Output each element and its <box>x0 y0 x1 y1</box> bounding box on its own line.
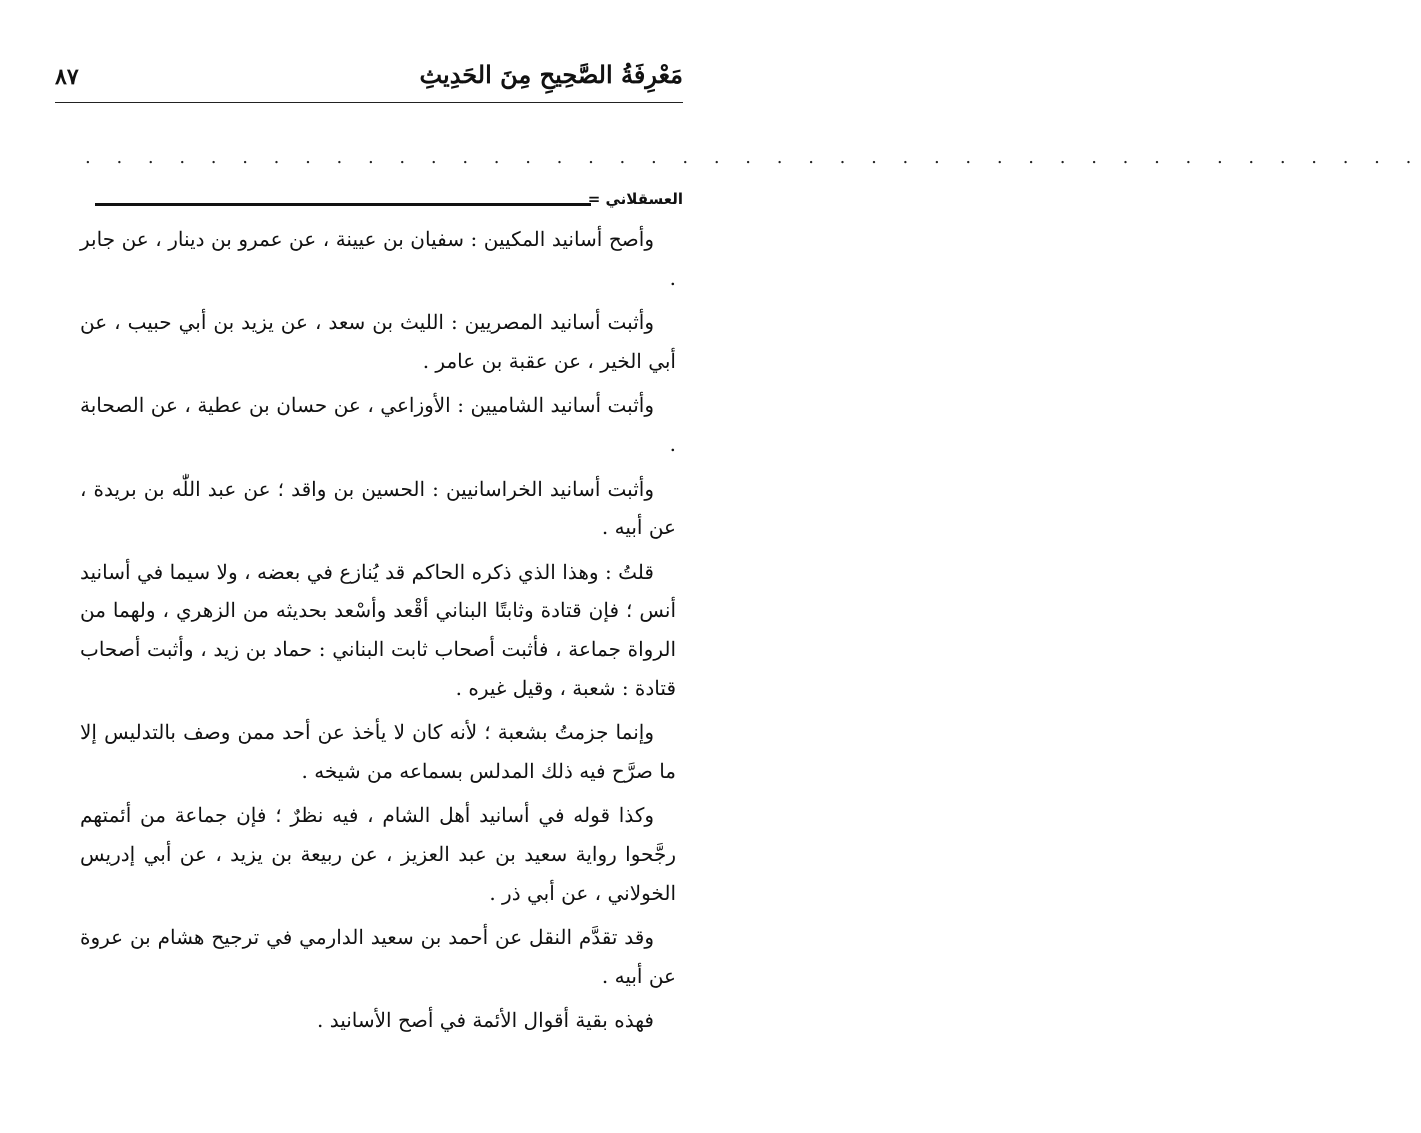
paragraph: فهذه بقية أقوال الأئمة في أصح الأسانيد . <box>316 1008 654 1033</box>
paragraph: وأثبت أسانيد الشاميين : الأوزاعي ، عن حسان بن عطية ، عن الصحابة . <box>80 393 676 456</box>
section-label: العسقلاني = <box>587 190 683 208</box>
running-title: مَعْرِفَةُ الصَّحِيحِ مِنَ الحَدِيثِ <box>419 60 683 89</box>
paragraph: وأثبت أسانيد المصريين : الليث بن سعد ، عن يزيد بن أبي حبيب ، عن أبي الخير ، عن عقبة بن عامر . <box>80 310 676 373</box>
page-number: ٨٧ <box>55 64 79 90</box>
section-rule <box>95 203 591 206</box>
body-text <box>80 220 676 1046</box>
dotted-separator: . . . . . . . . . . . . . . . . . . . . . . . . . . . . . . . . . . . . . . . . . . . <box>85 147 1421 168</box>
paragraph: وقد تقدَّم النقل عن أحمد بن سعيد الدارمي في ترجيح هشام بن عروة عن أبيه . <box>80 925 676 988</box>
paragraph: وأثبت أسانيد الخراسانيين : الحسين بن واقد ؛ عن عبد اللّٰه بن بريدة ، عن أبيه . <box>80 476 676 540</box>
paragraph: وكذا قوله في أسانيد أهل الشام ، فيه نظرٌ ؛ فإن جماعة من أئمتهم رجَّحوا رواية سعيد بن عبد العزيز ، عن ربيعة بن يزيد ، عن أبي إدريس الخولاني ، عن أبي ذر . <box>80 803 676 905</box>
section-header <box>95 190 683 214</box>
paragraph: قلتُ : وهذا الذي ذكره الحاكم قد يُنازع في بعضه ، ولا سيما في أسانيد أنس ؛ فإن قتادة وثابتًا البناني أقْعد وأسْعد بحديثه من الزهري ، ولهما من الرواة جماعة ، فأثبت أصحاب ثابت البناني : حماد بن زيد ، وأثبت أصحاب قتادة : شعبة ، وقيل غيره . <box>80 559 676 700</box>
paragraph: وأصح أسانيد المكيين : سفيان بن عيينة ، عن عمرو بن دينار ، عن جابر . <box>80 227 676 290</box>
paragraph: وإنما جزمتُ بشعبة ؛ لأنه كان لا يأخذ عن أحد ممن وصف بالتدليس إلا ما صرَّح فيه ذلك المدلس بسماعه من شيخه . <box>80 720 676 783</box>
page-header <box>55 52 683 103</box>
